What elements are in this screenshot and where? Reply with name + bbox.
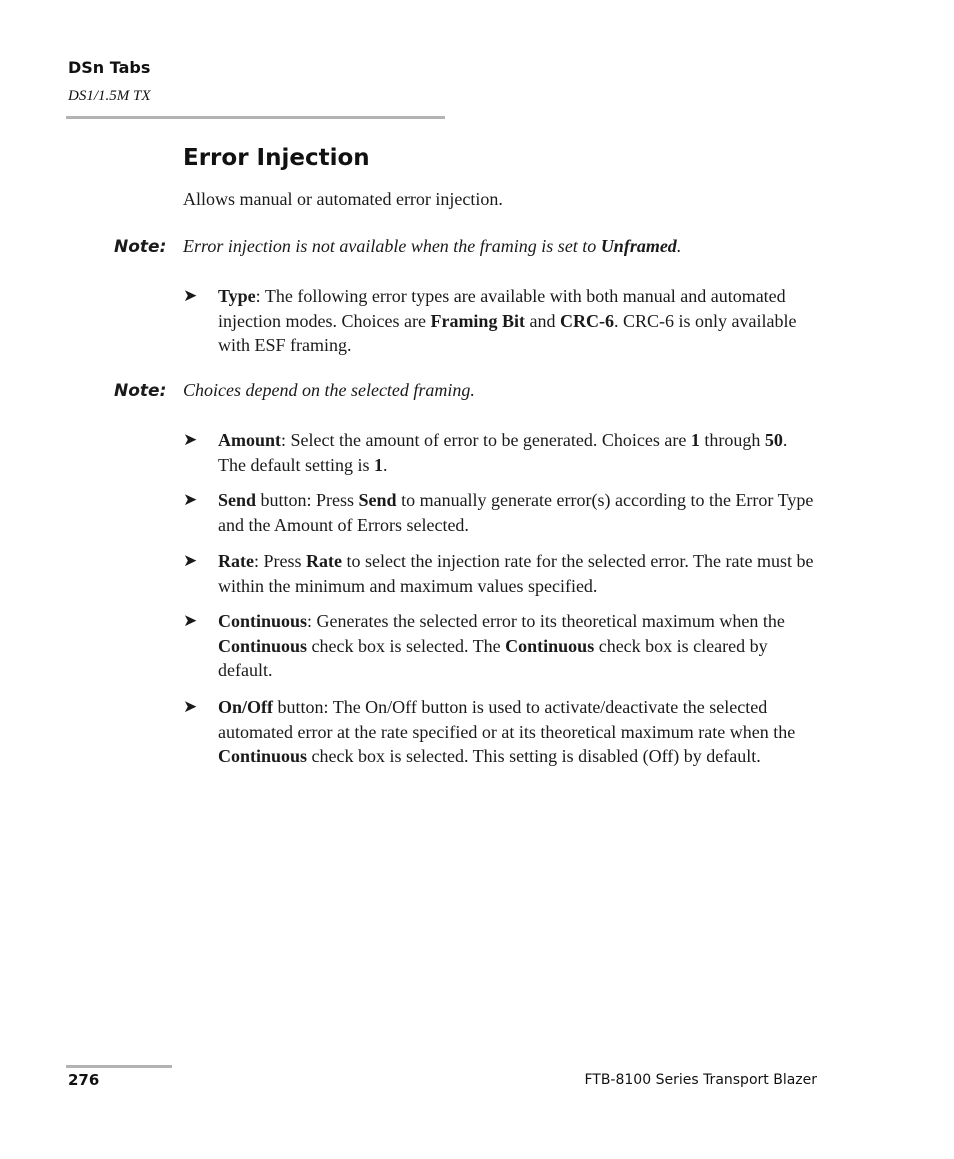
list-item-rate: ➤ Rate: Press Rate to select the injection rate for the selected error. The rate must be within the minimum and maximum values specified. <box>183 551 814 596</box>
note-label: Note: <box>114 381 167 401</box>
footer-divider <box>66 1065 172 1068</box>
bullet-arrow-icon: ➤ <box>183 697 198 716</box>
running-header-title: DSn Tabs <box>68 58 151 77</box>
bullet-arrow-icon: ➤ <box>183 551 198 570</box>
list-item-onoff: ➤ On/Off button: The On/Off button is used to activate/deactivate the selected automated error at the rate specified or at its theoretical maximum rate when the Continuous check box is selected. This setting is disabled (Off) by default. <box>183 697 796 766</box>
bullet-arrow-icon: ➤ <box>183 286 198 305</box>
section-intro: Allows manual or automated error injection. <box>183 189 503 209</box>
list-item-amount: ➤ Amount: Select the amount of error to be generated. Choices are 1 through 50. The default setting is 1. <box>183 430 788 475</box>
note-choices: Note: Choices depend on the selected framing. <box>114 380 475 401</box>
footer-product-name: FTB-8100 Series Transport Blazer <box>584 1072 817 1088</box>
bullet-arrow-icon: ➤ <box>183 490 198 509</box>
list-item-continuous: ➤ Continuous: Generates the selected error to its theoretical maximum when the Continuous check box is selected. The Continuous check box is cleared by default. <box>183 611 785 680</box>
list-item-type: ➤ Type: The following error types are available with both manual and automated injection modes. Choices are Framing Bit and CRC-6. CRC-6 is only available with ESF framing. <box>183 286 797 355</box>
note-label: Note: <box>114 237 167 257</box>
bullet-arrow-icon: ➤ <box>183 430 198 449</box>
bullet-arrow-icon: ➤ <box>183 611 198 630</box>
section-title: Error Injection <box>183 145 370 171</box>
list-item-send: ➤ Send button: Press Send to manually generate error(s) according to the Error Type and the Amount of Errors selected. <box>183 490 814 535</box>
header-divider <box>66 116 445 119</box>
page-number: 276 <box>68 1071 100 1089</box>
note-framing: Note: Error injection is not available when the framing is set to Unframed. <box>114 236 682 257</box>
running-header-subtitle: DS1/1.5M TX <box>68 88 151 104</box>
